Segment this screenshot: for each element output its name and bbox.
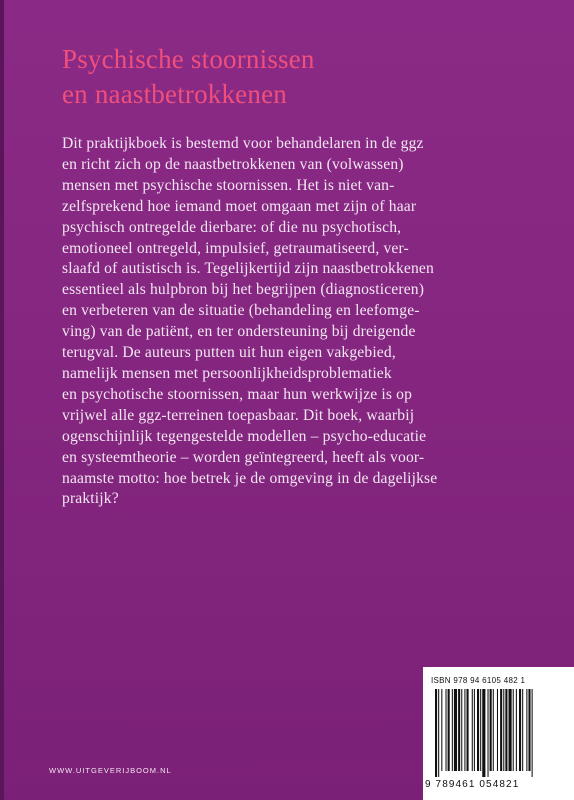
blurb-line: en verbeteren van de situatie (behandeling en leefomge- <box>62 302 420 320</box>
title-line: en naastbetrokkenen <box>62 79 287 109</box>
title-line: Psychische stoornissen <box>62 44 315 74</box>
blurb-line: en richt zich op de naastbetrokkenen van (volwassen) <box>62 155 404 173</box>
barcode-digits: 9 789461 054821 <box>425 779 520 790</box>
blurb-line: naamste motto: hoe betrek je de omgeving in de dagelijkse <box>62 469 438 487</box>
isbn-number: ISBN 978 94 6105 482 1 <box>431 676 526 685</box>
spine-edge <box>0 0 4 800</box>
blurb-line: psychisch ontregelde dierbare: of die nu psychotisch, <box>62 218 402 236</box>
blurb-line: terugval. De auteurs putten uit hun eigen vakgebied, <box>62 344 396 362</box>
blurb-line: ogenschijnlijk tegengestelde modellen – psycho-educatie <box>62 427 427 445</box>
blurb-line: namelijk mensen met persoonlijkheidsproblematiek <box>62 364 392 382</box>
blurb-line: mensen met psychische stoornissen. Het is niet van- <box>62 176 395 194</box>
blurb-line: en systeemtheorie – worden geïntegreerd, heeft als voor- <box>62 448 425 466</box>
book-title <box>62 42 315 112</box>
blurb-line: essentieel als hulpbron bij het begrijpen (diagnosticeren) <box>62 281 425 299</box>
blurb-line: praktijk? <box>62 490 119 508</box>
blurb-line: emotioneel ontregeld, impulsief, getraumatiseerd, ver- <box>62 239 409 257</box>
blurb-line: zelfsprekend hoe iemand moet omgaan met zijn of haar <box>62 197 417 215</box>
blurb-line: Dit praktijkboek is bestemd voor behandelaren in de ggz <box>62 135 424 152</box>
blurb-line: vrijwel alle ggz-terreinen toepasbaar. Dit boek, waarbij <box>62 406 415 424</box>
barcode-icon <box>435 689 570 777</box>
blurb-line: ving) van de patiënt, en ter ondersteuning bij dreigende <box>62 323 416 341</box>
barcode-label <box>423 667 574 800</box>
publisher-website[interactable]: WWW.UITGEVERIJBOOM.NL <box>49 766 172 775</box>
blurb-line: en psychotische stoornissen, maar hun werkwijze is op <box>62 385 413 403</box>
blurb-text <box>62 134 492 510</box>
blurb-line: slaafd of autistisch is. Tegelijkertijd zijn naastbetrokkenen <box>62 260 434 278</box>
